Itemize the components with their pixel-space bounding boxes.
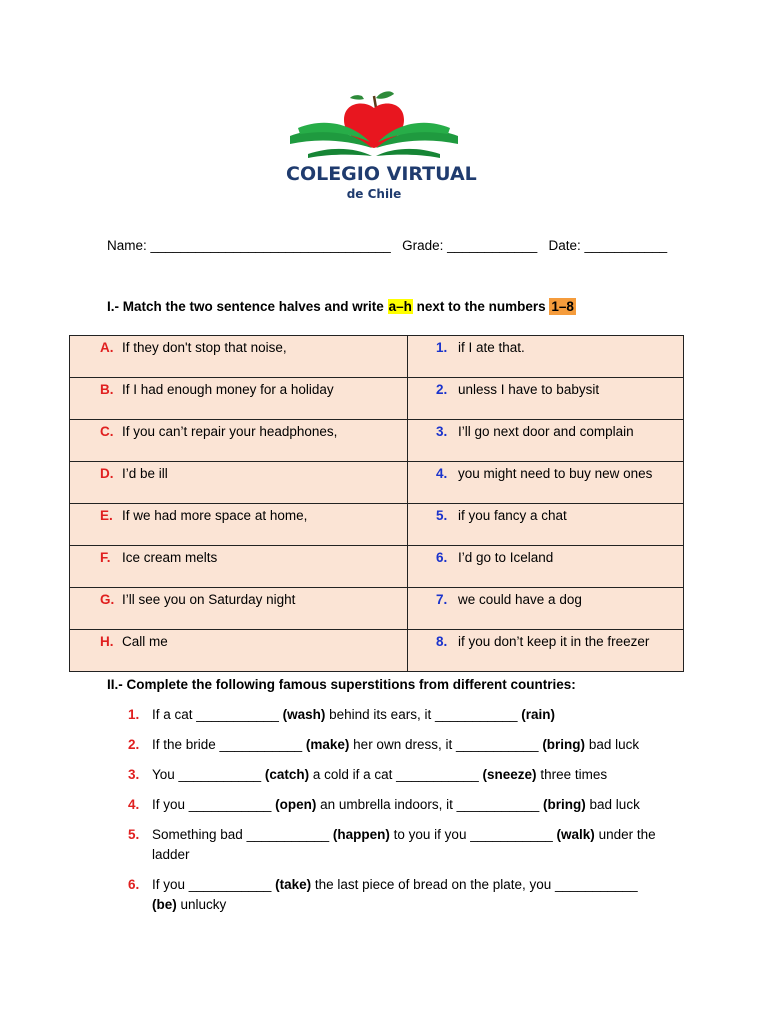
table-row xyxy=(70,630,684,672)
list-item[interactable] xyxy=(128,735,658,755)
date-field[interactable]: Date: ___________ xyxy=(548,238,668,253)
sentence-end: we could have a dog xyxy=(458,592,582,607)
apple-book-icon xyxy=(286,88,462,164)
sentence-end: if I ate that. xyxy=(458,340,525,355)
school-logo xyxy=(286,88,477,208)
student-info-line xyxy=(107,238,667,253)
item-text: bad luck xyxy=(585,797,640,812)
list-item[interactable] xyxy=(128,875,658,915)
sentence-start: Ice cream melts xyxy=(122,550,218,565)
row-letter: C. xyxy=(100,424,114,439)
item-text: If you ___________ xyxy=(152,797,276,812)
logo-subtitle: de Chile xyxy=(346,187,402,201)
row-letter: E. xyxy=(100,508,113,523)
verb-hint: (catch) xyxy=(264,767,310,782)
item-text: You ___________ xyxy=(152,767,265,782)
sentence-end: if you fancy a chat xyxy=(458,508,567,523)
section-1-heading: I.- Match the two sentence halves and write a–h next to the numbers 1–8 xyxy=(107,299,574,314)
sentence-start: If we had more space at home, xyxy=(122,508,308,523)
item-text: If the bride ___________ xyxy=(152,737,306,752)
row-number: 4. xyxy=(436,466,448,481)
item-text: three times xyxy=(536,767,608,782)
sentence-start: Call me xyxy=(122,634,168,649)
sentence-start-cell xyxy=(70,504,408,546)
item-number: 3. xyxy=(128,767,140,782)
sentence-start-cell xyxy=(70,420,408,462)
table-row xyxy=(70,336,684,378)
table-row xyxy=(70,420,684,462)
item-text: If you ___________ xyxy=(152,877,276,892)
sentence-end: if you don’t keep it in the freezer xyxy=(458,634,650,649)
item-text: her own dress, it ___________ xyxy=(349,737,543,752)
item-text: unlucky xyxy=(176,897,227,912)
item-text: to you if you ___________ xyxy=(389,827,557,842)
verb-hint: (bring) xyxy=(542,737,586,752)
row-letter: B. xyxy=(100,382,114,397)
sentence-start: I’ll see you on Saturday night xyxy=(122,592,296,607)
highlight-numbers: 1–8 xyxy=(551,299,574,314)
sentence-end-cell[interactable] xyxy=(408,336,684,378)
sentence-start: If they don't stop that noise, xyxy=(122,340,287,355)
sentence-end-cell[interactable] xyxy=(408,588,684,630)
verb-hint: (happen) xyxy=(332,827,390,842)
sentence-start-cell xyxy=(70,546,408,588)
table-row xyxy=(70,546,684,588)
sentence-start: If I had enough money for a holiday xyxy=(122,382,334,397)
sentence-end-cell[interactable] xyxy=(408,378,684,420)
verb-hint: (take) xyxy=(275,877,312,892)
row-number: 1. xyxy=(436,340,448,355)
verb-hint: (be) xyxy=(152,897,177,912)
sentence-end: I’ll go next door and complain xyxy=(458,424,634,439)
table-row xyxy=(70,504,684,546)
list-item[interactable] xyxy=(128,825,658,865)
table-row xyxy=(70,588,684,630)
verb-hint: (bring) xyxy=(543,797,586,812)
row-number: 6. xyxy=(436,550,448,565)
row-letter: A. xyxy=(100,340,114,355)
item-number: 6. xyxy=(128,877,140,892)
sentence-end: unless I have to babysit xyxy=(458,382,600,397)
row-number: 8. xyxy=(436,634,448,649)
sentence-end-cell[interactable] xyxy=(408,462,684,504)
row-letter: F. xyxy=(100,550,111,565)
row-number: 5. xyxy=(436,508,448,523)
item-number: 4. xyxy=(128,797,140,812)
item-number: 1. xyxy=(128,707,140,722)
sentence-start-cell xyxy=(70,630,408,672)
row-letter: D. xyxy=(100,466,114,481)
row-letter: G. xyxy=(100,592,115,607)
item-text: under the ladder xyxy=(152,827,656,862)
item-text: If a cat ___________ xyxy=(152,707,283,722)
list-item[interactable] xyxy=(128,705,658,725)
item-number: 5. xyxy=(128,827,140,842)
row-number: 3. xyxy=(436,424,448,439)
row-number: 2. xyxy=(436,382,448,397)
sentence-start: If you can’t repair your headphones, xyxy=(122,424,338,439)
name-field[interactable]: Name: ________________________________ xyxy=(107,238,391,253)
sentence-start-cell xyxy=(70,462,408,504)
sentence-end: you might need to buy new ones xyxy=(458,466,653,481)
sentence-start-cell xyxy=(70,588,408,630)
table-row xyxy=(70,462,684,504)
sentence-end: I’d go to Iceland xyxy=(458,550,554,565)
item-text: the last piece of bread on the plate, you ___________ xyxy=(311,877,638,892)
item-text: an umbrella indoors, it ___________ xyxy=(316,797,544,812)
sentence-end-cell[interactable] xyxy=(408,630,684,672)
item-text: Something bad ___________ xyxy=(152,827,333,842)
list-item[interactable] xyxy=(128,795,658,815)
sentence-start: I’d be ill xyxy=(122,466,168,481)
verb-hint: (rain) xyxy=(521,707,556,722)
superstitions-list xyxy=(128,705,658,925)
logo-title: COLEGIO VIRTUAL xyxy=(286,163,477,185)
item-text: behind its ears, it ___________ xyxy=(325,707,522,722)
grade-field[interactable]: Grade: ____________ xyxy=(402,238,538,253)
sentence-end-cell[interactable] xyxy=(408,420,684,462)
row-number: 7. xyxy=(436,592,448,607)
verb-hint: (wash) xyxy=(282,707,326,722)
verb-hint: (open) xyxy=(275,797,317,812)
verb-hint: (sneeze) xyxy=(482,767,537,782)
sentence-start-cell xyxy=(70,378,408,420)
table-row xyxy=(70,378,684,420)
highlight-letters: a–h xyxy=(388,299,412,314)
item-number: 2. xyxy=(128,737,140,752)
row-letter: H. xyxy=(100,634,114,649)
verb-hint: (make) xyxy=(305,737,350,752)
matching-table xyxy=(69,335,684,672)
sentence-start-cell xyxy=(70,336,408,378)
item-text: bad luck xyxy=(585,737,640,752)
verb-hint: (walk) xyxy=(556,827,595,842)
sentence-end-cell[interactable] xyxy=(408,504,684,546)
section-2-heading: II.- Complete the following famous superstitions from different countries: xyxy=(107,677,576,692)
list-item[interactable] xyxy=(128,765,658,785)
item-text: a cold if a cat ___________ xyxy=(309,767,483,782)
sentence-end-cell[interactable] xyxy=(408,546,684,588)
